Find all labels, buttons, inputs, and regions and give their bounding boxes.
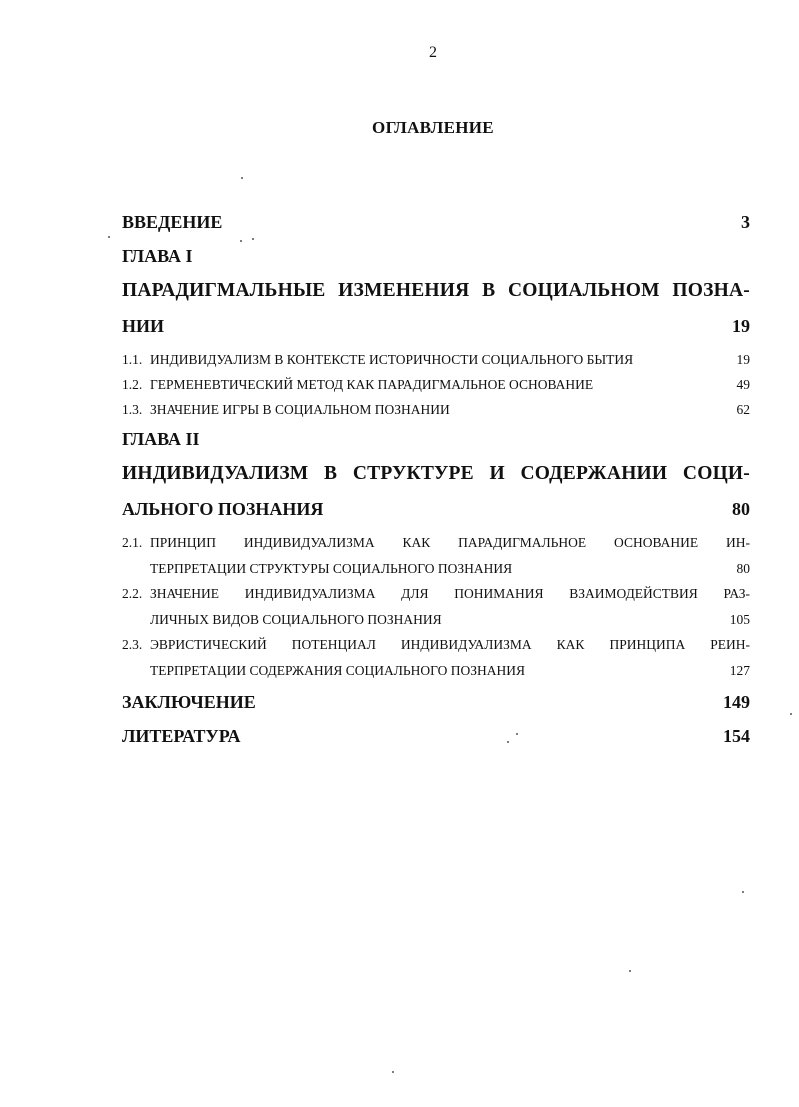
section-number: 1.1. [122, 352, 143, 367]
section-number: 2.1. [122, 535, 143, 550]
toc-section-2-3[interactable] [122, 632, 750, 683]
section-title-line2: ТЕРПРЕТАЦИИ СОДЕРЖАНИЯ СОЦИАЛЬНОГО ПОЗНАНИЯ [150, 663, 526, 678]
toc-entry-page: 149 [723, 692, 750, 712]
section-page: 49 [736, 377, 750, 392]
chapter-heading-1 [122, 239, 750, 273]
toc-title: ОГЛАВЛЕНИЕ [372, 118, 494, 137]
section-page: 105 [729, 612, 750, 627]
chapter-title-continuation: АЛЬНОГО ПОЗНАНИЯ [122, 499, 324, 519]
section-page: 19 [736, 352, 750, 367]
section-title-line1: ПРИНЦИП ИНДИВИДУАЛИЗМА КАК ПАРАДИГМАЛЬНОЕ ОСНОВАНИЕ ИН- [150, 535, 750, 550]
chapter-heading-2 [122, 422, 750, 456]
section-title-line1: ЗНАЧЕНИЕ ИНДИВИДУАЛИЗМА ДЛЯ ПОНИМАНИЯ ВЗАИМОДЕЙСТВИЯ РАЗ- [150, 586, 750, 601]
chapter-title-continuation: НИИ [122, 316, 165, 336]
section-number: 1.2. [122, 377, 143, 392]
chapter-title-2-line1[interactable]: ИНДИВИДУАЛИЗМ В СТРУКТУРЕ И СОДЕРЖАНИИ СОЦИ- [122, 463, 750, 484]
toc-entry-page: 80 [732, 499, 750, 519]
toc-entry-intro[interactable] [122, 205, 750, 239]
page-number: 2 [429, 44, 437, 61]
section-title-line2: ТЕРПРЕТАЦИИ СТРУКТУРЫ СОЦИАЛЬНОГО ПОЗНАНИЯ [150, 561, 513, 576]
section-title: ГЕРМЕНЕВТИЧЕСКИЙ МЕТОД КАК ПАРАДИГМАЛЬНОЕ ОСНОВАНИЕ [150, 377, 594, 392]
section-title: ИНДИВИДУАЛИЗМ В КОНТЕКСТЕ ИСТОРИЧНОСТИ СОЦИАЛЬНОГО БЫТИЯ [150, 352, 634, 367]
toc-section-2-1[interactable] [122, 530, 750, 581]
section-page: 62 [736, 402, 750, 417]
section-title-line2: ЛИЧНЫХ ВИДОВ СОЦИАЛЬНОГО ПОЗНАНИЯ [150, 612, 442, 627]
toc-entry-conclusion[interactable] [122, 685, 750, 719]
toc-entry-label: ЛИТЕРАТУРА [122, 726, 241, 746]
scan-speck [252, 238, 254, 240]
scan-speck [240, 240, 242, 242]
toc-entry-page: 19 [732, 316, 750, 336]
toc-section-1-1[interactable] [122, 347, 750, 372]
section-number: 2.3. [122, 637, 143, 652]
scan-speck [507, 741, 509, 743]
table-of-contents [122, 205, 750, 753]
chapter-title-1-line2[interactable] [122, 309, 750, 343]
section-number: 1.3. [122, 402, 143, 417]
toc-section-1-3[interactable] [122, 397, 750, 422]
section-number: 2.2. [122, 586, 143, 601]
scan-speck [108, 236, 110, 238]
scan-speck [516, 733, 518, 735]
section-page: 127 [729, 663, 750, 678]
scan-speck [790, 713, 792, 715]
toc-entry-label: ЗАКЛЮЧЕНИЕ [122, 692, 256, 712]
section-page: 80 [736, 561, 750, 576]
scan-speck [742, 891, 744, 893]
section-title-line1: ЭВРИСТИЧЕСКИЙ ПОТЕНЦИАЛ ИНДИВИДУАЛИЗМА КАК ПРИНЦИПА РЕИН- [150, 637, 750, 652]
toc-entry-page: 154 [723, 726, 750, 746]
scan-speck [629, 970, 631, 972]
toc-entry-label: ВВЕДЕНИЕ [122, 212, 223, 232]
toc-section-2-2[interactable] [122, 581, 750, 632]
toc-entry-page: 3 [741, 212, 750, 232]
toc-entry-literature[interactable] [122, 719, 750, 753]
toc-section-1-2[interactable] [122, 372, 750, 397]
chapter-heading: ГЛАВА I [122, 246, 193, 266]
chapter-title-1-line1[interactable]: ПАРАДИГМАЛЬНЫЕ ИЗМЕНЕНИЯ В СОЦИАЛЬНОМ ПОЗНА- [122, 280, 750, 301]
scan-speck [392, 1071, 394, 1073]
section-title: ЗНАЧЕНИЕ ИГРЫ В СОЦИАЛЬНОМ ПОЗНАНИИ [150, 402, 450, 417]
scan-speck [241, 177, 243, 179]
chapter-title-2-line2[interactable] [122, 492, 750, 526]
chapter-heading: ГЛАВА II [122, 429, 200, 449]
